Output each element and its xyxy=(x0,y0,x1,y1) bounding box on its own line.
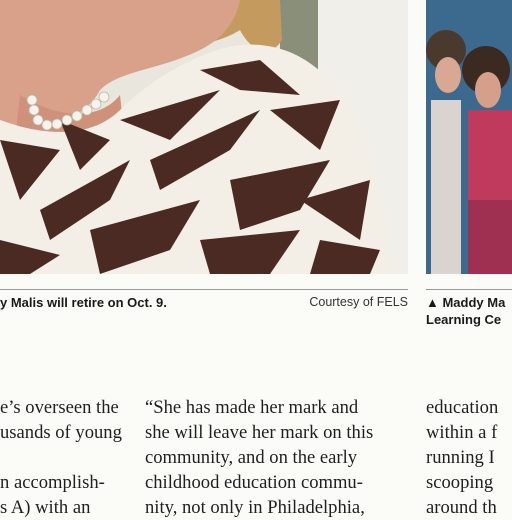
article-line: nity, not only in Philadelphia, xyxy=(145,497,365,518)
article-line xyxy=(0,445,122,470)
photo-children-illustration xyxy=(426,0,512,274)
article-line: scooping xyxy=(426,472,494,493)
article-line: e’s overseen the xyxy=(0,397,119,418)
caption-right-line1: ▲ Maddy Ma xyxy=(426,295,506,310)
photo-woman-illustration xyxy=(0,0,408,274)
article-line: “She has made her mark and xyxy=(145,397,359,418)
photo-woman xyxy=(0,0,408,274)
article-line: within a f xyxy=(426,422,498,443)
article-line: n accomplish- xyxy=(0,472,105,493)
article-line: around th xyxy=(426,497,497,518)
article-line: she will leave her mark on this xyxy=(145,422,374,443)
caption-rule-right xyxy=(426,289,512,290)
caption-left: y Malis will retire on Oct. 9. xyxy=(0,295,167,310)
article-column-3 xyxy=(426,395,498,520)
photo-credit: Courtesy of FELS xyxy=(309,295,408,309)
article-line: running I xyxy=(426,447,495,468)
article-line: s A) with an xyxy=(0,497,91,518)
caption-right-line2: Learning Ce xyxy=(426,312,502,327)
article-line: usands of young xyxy=(0,422,122,443)
article-column-1 xyxy=(0,395,122,520)
article-line: education xyxy=(426,397,499,418)
photo-children xyxy=(426,0,512,274)
article-column-2 xyxy=(145,395,373,520)
article-line: community, and on the early xyxy=(145,447,358,468)
caption-rule-left xyxy=(0,289,408,290)
article-line: childhood education commu- xyxy=(145,472,363,493)
